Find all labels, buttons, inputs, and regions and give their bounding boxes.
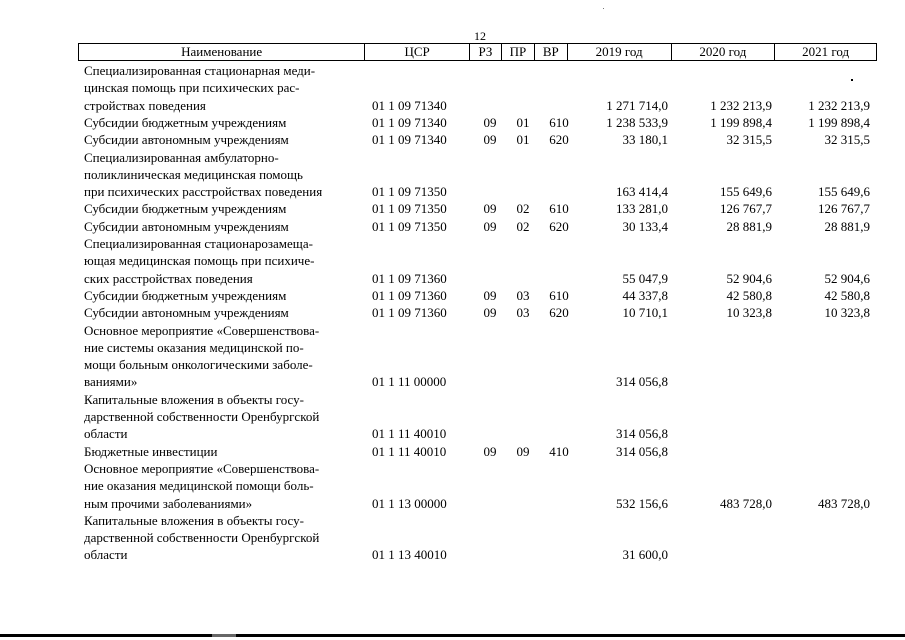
cell-2020: 1 232 213,9 — [710, 98, 772, 113]
table-row — [0, 287, 905, 304]
cell-2019: 1 271 714,0 — [606, 98, 668, 113]
table-row — [0, 304, 905, 321]
cell-csr: 01 1 09 71350 — [372, 201, 447, 216]
table-row — [0, 408, 905, 425]
cell-2021: 10 323,8 — [824, 305, 870, 320]
cell-rz: 09 — [483, 201, 497, 216]
table-row — [0, 460, 905, 477]
cell-csr: 01 1 09 71350 — [372, 184, 447, 199]
cell-name: Субсидии автономным учреждениям — [84, 305, 289, 320]
cell-2020: 32 315,5 — [726, 132, 772, 147]
cell-2021: 483 728,0 — [818, 496, 870, 511]
cell-2021: 1 232 213,9 — [808, 98, 870, 113]
cell-name: ющая медицинская помощь при психиче- — [84, 253, 315, 268]
cell-name: цинская помощь при психических рас- — [84, 80, 300, 95]
cell-name: Основное мероприятие «Совершенствова- — [84, 461, 320, 476]
cell-rz: 09 — [483, 132, 497, 147]
page-bottom-rule — [0, 634, 905, 637]
table-row — [0, 131, 905, 148]
cell-name: области — [84, 547, 128, 562]
cell-name: ваниями» — [84, 374, 138, 389]
header-vr: ВР — [535, 44, 568, 60]
cell-name: Капитальные вложения в объекты госу- — [84, 392, 304, 407]
cell-2019: 33 180,1 — [622, 132, 668, 147]
cell-2021: 126 767,7 — [818, 201, 870, 216]
cell-name: Субсидии автономным учреждениям — [84, 132, 289, 147]
table-row — [0, 166, 905, 183]
table-row — [0, 97, 905, 114]
cell-name: ние системы оказания медицинской по- — [84, 340, 304, 355]
cell-name: дарственной собственности Оренбургской — [84, 530, 320, 545]
cell-name: ских расстройствах поведения — [84, 271, 253, 286]
cell-csr: 01 1 09 71350 — [372, 219, 447, 234]
table-row — [0, 443, 905, 460]
table-row — [0, 529, 905, 546]
cell-rz: 09 — [483, 219, 497, 234]
cell-csr: 01 1 09 71340 — [372, 115, 447, 130]
cell-pr: 01 — [516, 132, 530, 147]
cell-name: ние оказания медицинской помощи боль- — [84, 478, 314, 493]
page-bottom-rule-segment — [212, 634, 236, 637]
table-row — [0, 495, 905, 512]
table-row — [0, 546, 905, 563]
cell-csr: 01 1 11 40010 — [372, 444, 447, 459]
cell-2020: 42 580,8 — [726, 288, 772, 303]
cell-2021: 52 904,6 — [824, 271, 870, 286]
cell-csr: 01 1 09 71360 — [372, 305, 447, 320]
cell-vr: 620 — [549, 132, 569, 147]
cell-2019: 31 600,0 — [622, 547, 668, 562]
cell-csr: 01 1 13 00000 — [372, 496, 447, 511]
table-row — [0, 512, 905, 529]
cell-2019: 10 710,1 — [622, 305, 668, 320]
cell-name: стройствах поведения — [84, 98, 206, 113]
table-row — [0, 114, 905, 131]
header-name: Наименование — [79, 44, 365, 60]
cell-rz: 09 — [483, 115, 497, 130]
cell-2019: 314 056,8 — [616, 374, 668, 389]
cell-rz: 09 — [483, 305, 497, 320]
cell-name: Специализированная стационарная меди- — [84, 63, 316, 78]
cell-vr: 610 — [549, 201, 569, 216]
cell-name: Бюджетные инвестиции — [84, 444, 218, 459]
table-row — [0, 200, 905, 217]
cell-2019: 1 238 533,9 — [606, 115, 668, 130]
cell-2019: 532 156,6 — [616, 496, 668, 511]
table-row — [0, 270, 905, 287]
cell-2020: 10 323,8 — [726, 305, 772, 320]
header-rz: РЗ — [470, 44, 502, 60]
table-row — [0, 218, 905, 235]
cell-vr: 610 — [549, 288, 569, 303]
cell-2020: 155 649,6 — [720, 184, 772, 199]
cell-2020: 28 881,9 — [726, 219, 772, 234]
cell-pr: 01 — [516, 115, 530, 130]
table-row — [0, 252, 905, 269]
cell-csr: 01 1 09 71360 — [372, 288, 447, 303]
cell-name: ным прочими заболеваниями» — [84, 496, 253, 511]
cell-vr: 620 — [549, 305, 569, 320]
cell-pr: 02 — [516, 219, 530, 234]
table-row — [0, 322, 905, 339]
cell-name: Специализированная амбулаторно- — [84, 150, 279, 165]
cell-pr: 02 — [516, 201, 530, 216]
cell-name: мощи больным онкологическими заболе- — [84, 357, 313, 372]
table-row — [0, 477, 905, 494]
cell-csr: 01 1 09 71340 — [372, 98, 447, 113]
table-row — [0, 339, 905, 356]
cell-2020: 483 728,0 — [720, 496, 772, 511]
cell-pr: 03 — [516, 288, 530, 303]
header-pr: ПР — [502, 44, 535, 60]
cell-name: Капитальные вложения в объекты госу- — [84, 513, 304, 528]
cell-name: Субсидии бюджетным учреждениям — [84, 288, 287, 303]
header-year-2021: 2021 год — [802, 44, 850, 59]
cell-csr: 01 1 11 00000 — [372, 374, 447, 389]
cell-name: при психических расстройствах поведения — [84, 184, 323, 199]
cell-csr: 01 1 11 40010 — [372, 426, 447, 441]
table-row — [0, 356, 905, 373]
cell-csr: 01 1 09 71340 — [372, 132, 447, 147]
table-row — [0, 79, 905, 96]
cell-2020: 126 767,7 — [720, 201, 772, 216]
cell-pr: 09 — [516, 444, 530, 459]
cell-vr: 610 — [549, 115, 569, 130]
header-year-2019: 2019 год — [568, 44, 672, 60]
table-row — [0, 235, 905, 252]
cell-2019: 163 414,4 — [616, 184, 668, 199]
cell-name: дарственной собственности Оренбургской — [84, 409, 320, 424]
cell-2021: 28 881,9 — [824, 219, 870, 234]
table-row — [0, 425, 905, 442]
cell-2021: 42 580,8 — [824, 288, 870, 303]
cell-name: Основное мероприятие «Совершенствова- — [84, 323, 320, 338]
table-row — [0, 391, 905, 408]
table-row — [0, 373, 905, 390]
table-row — [0, 183, 905, 200]
table-row — [0, 149, 905, 166]
cell-2019: 55 047,9 — [622, 271, 668, 286]
cell-2019: 314 056,8 — [616, 426, 668, 441]
cell-name: Субсидии автономным учреждениям — [84, 219, 289, 234]
cell-csr: 01 1 09 71360 — [372, 271, 447, 286]
page-number: 12 — [474, 29, 486, 43]
cell-2019: 30 133,4 — [622, 219, 668, 234]
cell-name: поликлиническая медицинская помощь — [84, 167, 303, 182]
cell-vr: 410 — [549, 444, 569, 459]
cell-name: Субсидии бюджетным учреждениям — [84, 115, 287, 130]
cell-csr: 01 1 13 40010 — [372, 547, 447, 562]
cell-rz: 09 — [483, 288, 497, 303]
cell-2020: 1 199 898,4 — [710, 115, 772, 130]
cell-2019: 44 337,8 — [622, 288, 668, 303]
cell-rz: 09 — [483, 444, 497, 459]
cell-2019: 314 056,8 — [616, 444, 668, 459]
cell-pr: 03 — [516, 305, 530, 320]
table-row — [0, 62, 905, 79]
cell-2019: 133 281,0 — [616, 201, 668, 216]
cell-2020: 52 904,6 — [726, 271, 772, 286]
cell-2021: 1 199 898,4 — [808, 115, 870, 130]
cell-name: области — [84, 426, 128, 441]
cell-2021: 155 649,6 — [818, 184, 870, 199]
header-year-2020: 2020 год — [672, 44, 776, 60]
cell-vr: 620 — [549, 219, 569, 234]
cell-2021: 32 315,5 — [824, 132, 870, 147]
header-csr: ЦСР — [365, 44, 470, 60]
cell-name: Субсидии бюджетным учреждениям — [84, 201, 287, 216]
cell-name: Специализированная стационарозамеща- — [84, 236, 313, 251]
